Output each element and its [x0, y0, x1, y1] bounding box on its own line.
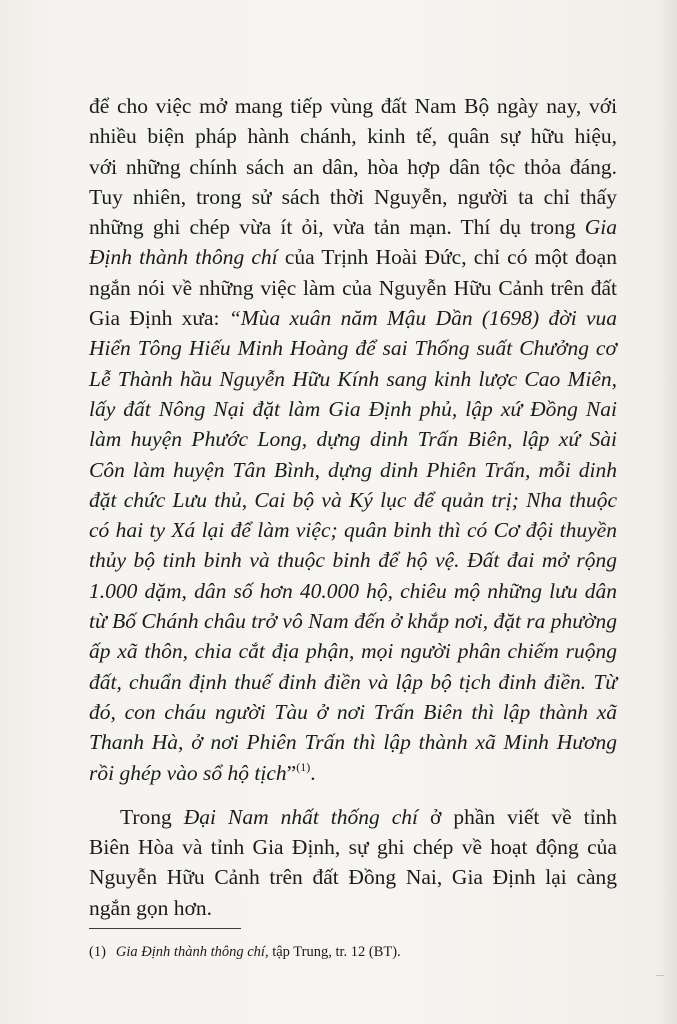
page-speck	[656, 975, 664, 976]
quote-line: Thanh Hà, ở nơi Phiên Trấn thì lập thành xã Minh Hương	[89, 730, 617, 755]
text-line: Biên Hòa và tỉnh Gia Định, sự ghi chép về hoạt động của	[89, 835, 617, 860]
quote-line: từ Bố Chánh châu trở vô Nam đến ở khắp nơi, đặt ra phường	[89, 609, 617, 634]
text-line: Nguyễn Hữu Cảnh trên đất Đồng Nai, Gia Định lại càng	[89, 865, 618, 890]
quote-line: đó, con cháu người Tàu ở nơi Trấn Biên thì lập thành xã	[89, 699, 618, 724]
text-line: Tuy nhiên, trong sử sách thời Nguyễn, người ta chỉ thấy	[89, 184, 617, 209]
quote-line: Hiển Tông Hiếu Minh Hoàng để sai Thống suất Chưởng cơ	[89, 336, 617, 361]
text-line: nhiều biện pháp hành chánh, kinh tế, quân sự hữu hiệu,	[89, 124, 617, 149]
body-text	[89, 91, 617, 923]
quote-end-line: rồi ghép vào sổ hộ tịch”$^{(1)}$.	[89, 759, 316, 785]
quote-line: lấy đất Nông Nại đặt làm Gia Định phủ, lập xứ Đồng Nai	[89, 396, 617, 421]
text-line: ngắn nói về những việc làm của Nguyễn Hữu Cảnh trên đất	[89, 275, 618, 300]
quote-line: đặt chức Lưu thủ, Cai bộ và Ký lục để quản trị; Nha thuộc	[89, 487, 618, 512]
quote-line: 1.000 dặm, dân số hơn 40.000 hộ, chiêu mộ những lưu dân	[89, 578, 617, 603]
quote-line: Côn làm huyện Tân Bình, dựng dinh Phiên Trấn, mỗi dinh	[89, 457, 617, 482]
text-line: những ghi chép vừa ít ỏi, vừa tản mạn. Thí dụ trong Gia	[89, 215, 618, 240]
text-line: Định thành thông chí của Trịnh Hoài Đức, chỉ có một đoạn	[89, 245, 617, 270]
text-line: Trong Đại Nam nhất thống chí ở phần viết về tỉnh	[120, 804, 618, 829]
quote-line: làm huyện Phước Long, dựng dinh Trấn Biên, lập xứ Sài	[89, 427, 617, 452]
footnote-ref: (1)	[296, 759, 311, 774]
footnote-title: Gia Định thành thông chí,	[115, 944, 269, 960]
quote-line: ấp xã thôn, chia cắt địa phận, mọi người phân chiếm ruộng	[89, 639, 618, 664]
text-line: ngắn gọn hơn.	[89, 895, 213, 920]
footnote-number: (1)	[89, 944, 106, 960]
text-line: để cho việc mở mang tiếp vùng đất Nam Bộ ngày nay, với	[89, 94, 618, 118]
page-edge-shadow	[657, 0, 677, 1024]
quote-line: thủy bộ tinh binh và thuộc binh để hộ vệ. Đất đai mở rộng	[89, 548, 618, 573]
text-line: với những chính sách an dân, hòa hợp dân tộc thỏa đáng.	[89, 154, 618, 179]
quote-line: đất, chuẩn định thuế đinh điền và lập bộ tịch đinh điền. Từ	[89, 669, 618, 694]
quote-line: Lễ Thành hầu Nguyễn Hữu Kính sang kinh lược Cao Miên,	[89, 366, 617, 391]
text-line: Gia Định xưa: “Mùa xuân năm Mậu Dần (1698) đời vua	[89, 306, 618, 331]
footnote-divider	[89, 928, 241, 929]
footnote-text: tập Trung, tr. 12 (BT).	[272, 944, 401, 960]
quote-line: có hai ty Xá lại để làm việc; quân binh thì có Cơ đội thuyền	[89, 518, 617, 543]
footnote	[89, 942, 617, 962]
